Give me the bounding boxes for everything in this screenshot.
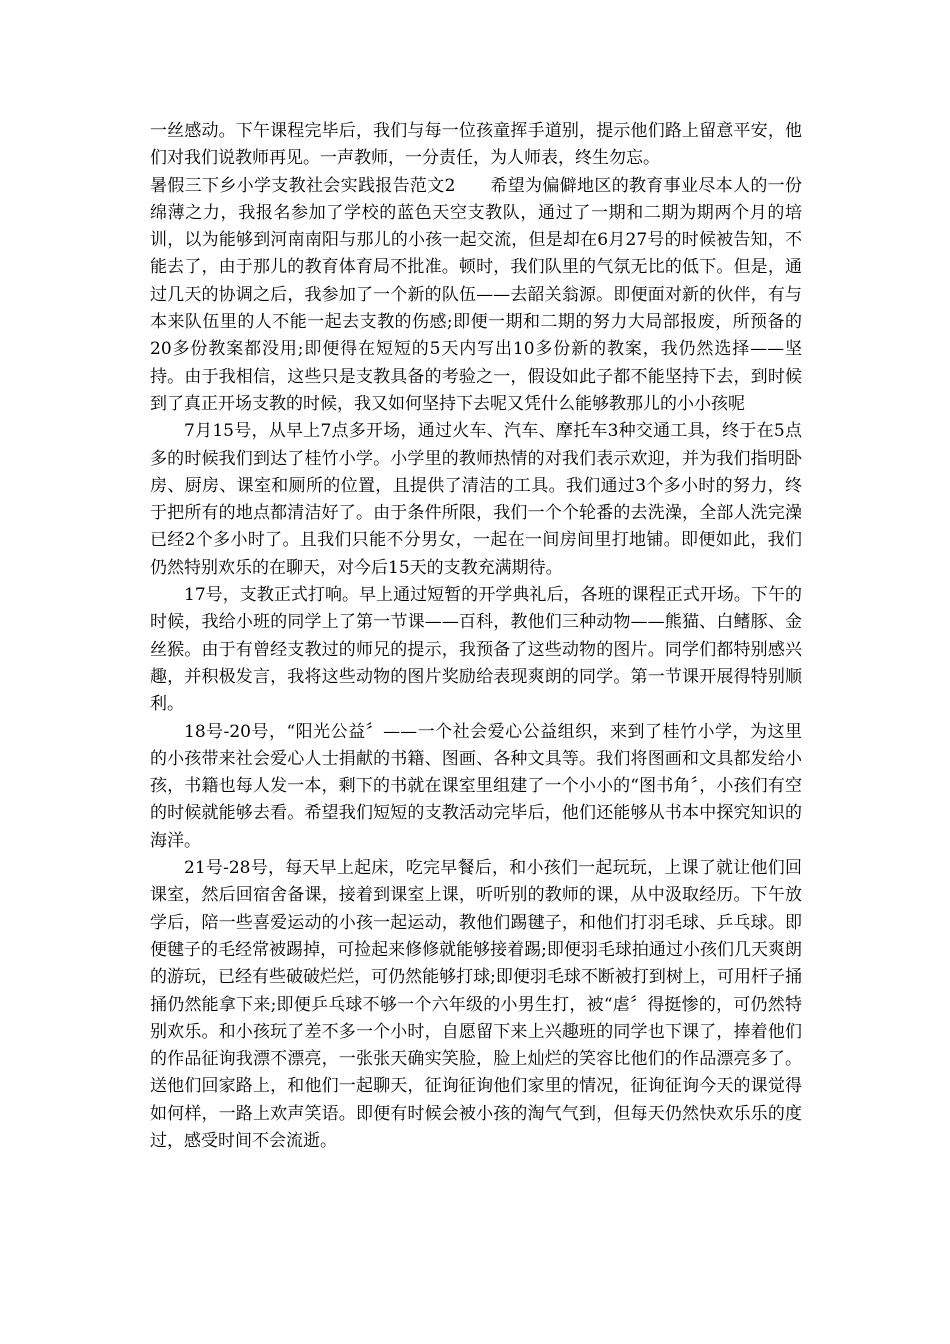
paragraph-arrival: 7月15号，从早上7点多开场，通过火车、汽车、摩托车3种交通工具，终于在5点多的时候我们到达了桂竹小学。小学里的教师热情的对我们表示欢迎，并为我们指明卧房、厨房、课室和厕所的位置，且提供了清洁的工具。我们通过3个多小时的努力，终于把所有的地点都清洁好了。由于条件所限，我们一个个轮番的去洗澡，全部人洗完澡已经2个多小时了。且我们只能不分男女，一起在一间房间里打地铺。即便如此，我们仍然特别欢乐的在聊天，对今后15天的支教充满期待。 [150,421,802,578]
paragraph-sunshine-charity: 18号-20号，“阳光公益〞——一个社会爱心公益组织，来到了桂竹小学，为这里的小孩带来社会爱心人士捐献的书籍、图画、各种文具等。我们将图画和文具都发给小孩，书籍也每人发一本，剩下的书就在课室里组建了一个小小的“图书角〞，小孩们有空的时候就能够去看。希望我们短短的支教活动完毕后，他们还能够从书本中探究知识的海洋。 [150,721,802,851]
paragraph-first-class: 17号，支教正式打响。早上通过短暂的开学典礼后，各班的课程正式开场。下午的时候，我给小班的同学上了第一节课——百科，教他们三种动物——熊猫、白鳍豚、金丝猴。由于有曾经支教过的师兄的提示，我预备了这些动物的图片。同学们都特别感兴趣，并积极发言，我将这些动物的图片奖励给表现爽朗的同学。第一节课开展得特别顺利。 [150,585,802,715]
paragraph-closing-thanks: 一丝感动。下午课程完毕后，我们与每一位孩童挥手道别，提示他们路上留意平安，他们对我们说教师再见。一声教师，一分责任，为人师表，终生勿忘。 [150,121,802,169]
paragraph-daily-life: 21号-28号，每天早上起床，吃完早餐后，和小孩们一起玩玩，上课了就让他们回课室，然后回宿舍备课，接着到课室上课，听听别的教师的课，从中汲取经历。下午放学后，陪一些喜爱运动的小孩一起运动，教他们踢毽子，和他们打羽毛球、乒乓球。即便毽子的毛经常被踢掉，可捡起来修修就能够接着踢;即便羽毛球拍通过小孩们几天爽朗的游玩，已经有些破破烂烂，可仍然能够打球;即便羽毛球不断被打到树上，可用杆子捅捅仍然能拿下来;即便乒乓球不够一个六年级的小男生打，被“虐〞得挺惨的，可仍然特别欢乐。和小孩玩了差不多一个小时，自愿留下来上兴趣班的同学也下课了，捧着他们的作品征询我漂不漂亮，一张张天确实笑脸，脸上灿烂的笑容比他们的作品漂亮多了。送他们回家路上，和他们一起聊天，征询征询他们家里的情况，征询征询今天的课觉得如何样，一路上欢声笑语。即便有时候会被小孩的淘气气到，但每天仍然快欢乐乐的度过，感受时间不会流逝。 [150,858,802,1151]
document-body [150,118,802,1155]
paragraph-report-intro: 暑假三下乡小学支教社会实践报告范文2 希望为偏僻地区的教育事业尽本人的一份绵薄之力，我报名参加了学校的蓝色天空支教队，通过了一期和二期为期两个月的培训，以为能够到河南南阳与那儿的小孩一起交流，但是却在6月27号的时候被告知，不能去了，由于那儿的教育体育局不批准。顿时，我们队里的气氛无比的低下。但是，通过几天的协调之后，我参加了一个新的队伍——去韶关翁源。即便面对新的伙伴，有与本来队伍里的人不能一起去支教的伤感;即便一期和二期的努力大局部报废，所预备的20多份教案都没用;即便得在短短的5天内写出10多份新的教案，我仍然选择——坚持。由于我相信，这些只是支教具备的考验之一，假设如此子都不能坚持下去，到时候到了真正开场支教的时候，我又如何坚持下去呢又凭什么能够教那儿的小小孩呢 [150,175,802,414]
